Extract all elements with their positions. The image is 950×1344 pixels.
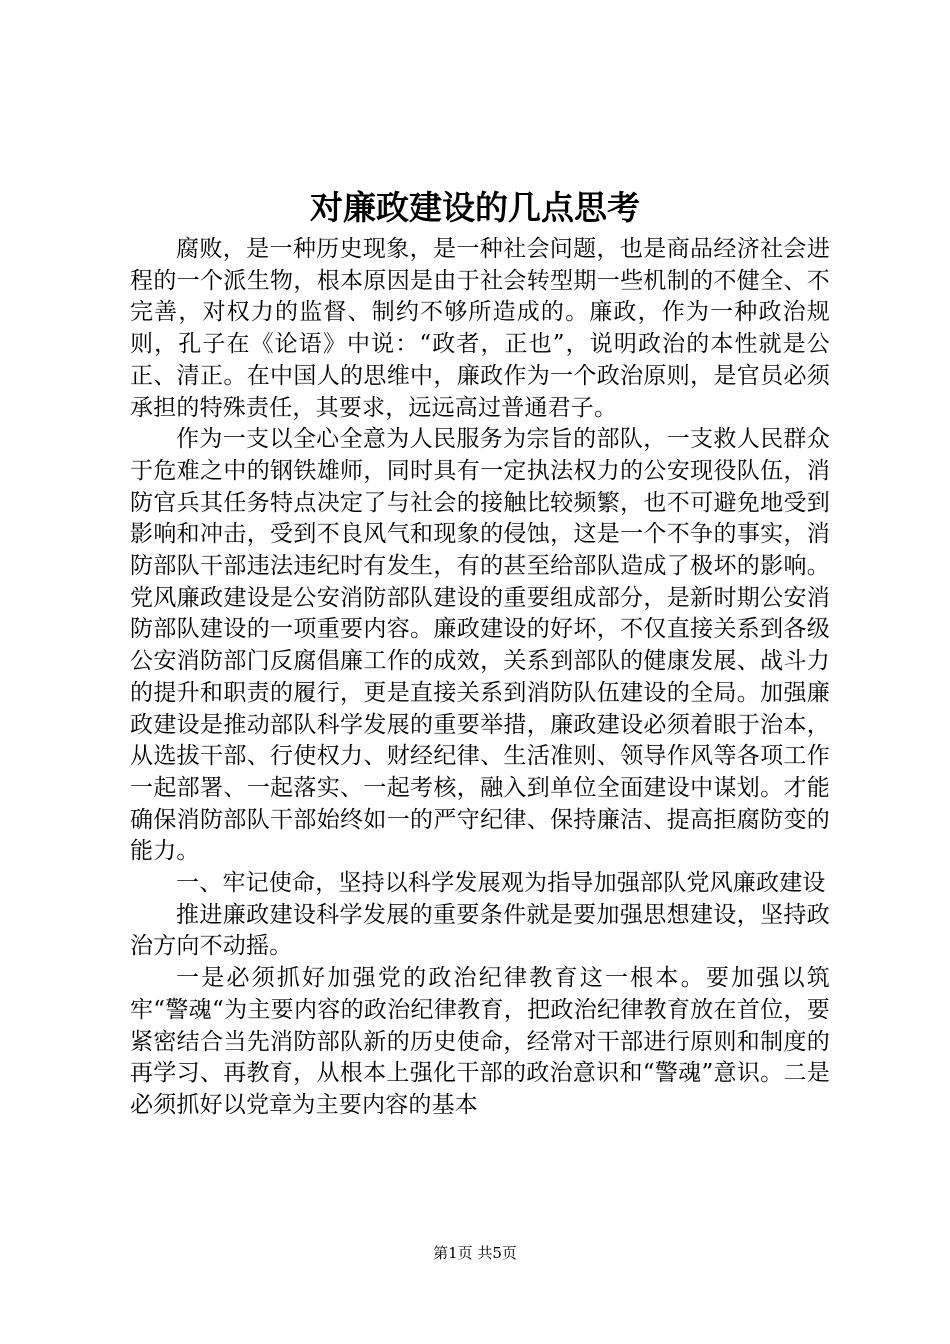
section-heading-one: 一、牢记使命，坚持以科学发展观为指导加强部队党风廉政建设 bbox=[176, 870, 826, 897]
page-number-footer: 第1页 共5页 bbox=[433, 1244, 517, 1262]
paragraph-intro: 腐败，是一种历史现象，是一种社会问题，也是商品经济社会进程的一个派生物，根本原因是由于社会转型期一些机制的不健全、不完善，对权力的监督、制约不够所造成的。廉政，作为一种政治规则，孔子在《论语》中说：“政者，正也”，说明政治的本性就是公正、清正。在中国人的思维中，廉政作为一个政治原则，是官员必须承担的特殊责任，其要求，远远高过普通君子。 bbox=[130, 236, 830, 421]
paragraph-ideology: 推进廉政建设科学发展的重要条件就是要加强思想建设，坚持政治方向不动摇。 bbox=[130, 901, 830, 960]
paragraph-discipline: 一是必须抓好加强党的政治纪律教育这一根本。要加强以筑牢“警魂“为主要内容的政治纪律教育，把政治纪律教育放在首位，要紧密结合当先消防部队新的历史使命，经常对干部进行原则和制度的再学习、再教育，从根本上强化干部的政治意识和“警魂”意识。二是必须抓好以党章为主要内容的基本 bbox=[130, 965, 830, 1118]
paragraph-fire-brigade: 作为一支以全心全意为人民服务为宗旨的部队，一支救人民群众于危难之中的钢铁雄师，同时具有一定执法权力的公安现役队伍，消防官兵其任务特点决定了与社会的接触比较频繁，也不可避免地受到影响和冲击，受到不良风气和现象的侵蚀，这是一个不争的事实，消防部队干部违法违纪时有发生，有的甚至给部队造成了极坏的影响。党风廉政建设是公安消防部队建设的重要组成部分，是新时期公安消防部队建设的一项重要内容。廉政建设的好坏，不仅直接关系到各级公安消防部门反腐倡廉工作的成效，关系到部队的健康发展、战斗力的提升和职责的履行，更是直接关系到消防队伍建设的全局。加强廉政建设是推动部队科学发展的重要举措，廉政建设必须着眼于治本，从选拔干部、行使权力、财经纪律、生活准则、领导作风等各项工作一起部署、一起落实、一起考核，融入到单位全面建设中谋划。才能确保消防部队干部始终如一的严守纪律、保持廉洁、提高拒腐防变的能力。 bbox=[130, 426, 830, 865]
document-body bbox=[130, 234, 830, 1122]
document-title: 对廉政建设的几点思考 bbox=[310, 188, 640, 227]
